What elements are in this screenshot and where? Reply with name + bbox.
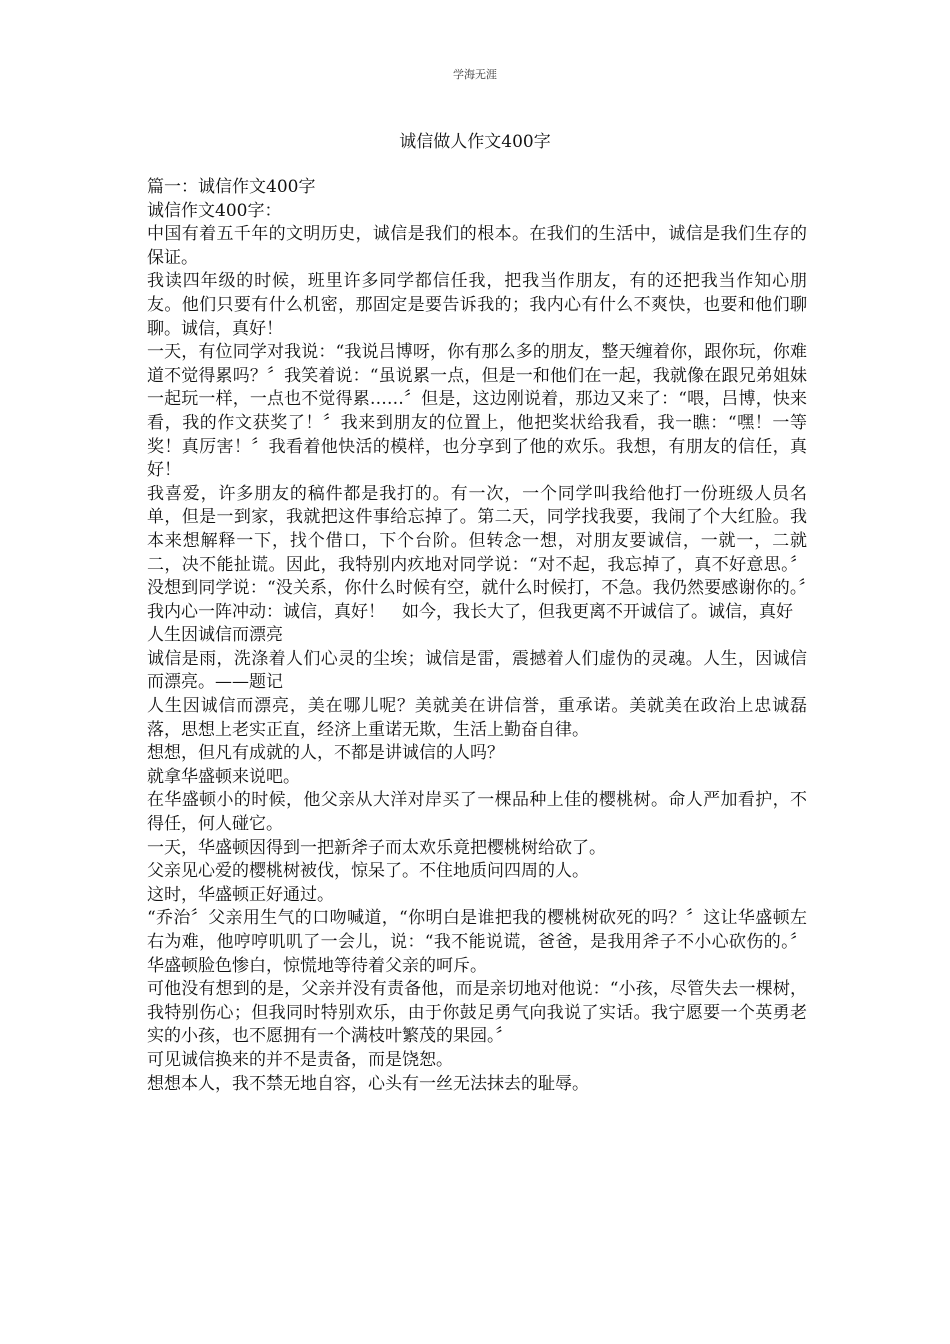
paragraph: 人生因诚信而漂亮，美在哪儿呢？美就美在讲信誉，重承诺。美就美在政治上忠诚磊落，思想上老实正直，经济上重诺无欺，生活上勤奋自律。: [147, 696, 807, 740]
paragraph: 父亲见心爱的樱桃树被伐，惊呆了。不住地质问四周的人。: [147, 861, 589, 882]
paragraph: 人生因诚信而漂亮: [147, 625, 283, 646]
paragraph: 一天，华盛顿因得到一把新斧子而太欢乐竟把樱桃树给砍了。: [147, 837, 606, 858]
page-header: 学海无涯: [453, 68, 497, 81]
document-body: [147, 176, 807, 1096]
paragraph: 中国有着五千年的文明历史，诚信是我们的根本。在我们的生活中，诚信是我们生存的保证。: [147, 224, 807, 268]
paragraph: 诚信是雨，洗涤着人们心灵的尘埃；诚信是雷，震撼着人们虚伪的灵魂。人生，因诚信而漂亮。——题记: [147, 648, 807, 693]
paragraph: “乔治〞父亲用生气的口吻喊道，“你明白是谁把我的樱桃树砍死的吗？〞这让华盛顿左右为难，他哼哼叽叽了一会儿，说：“我不能说谎，爸爸，是我用斧子不小心砍伤的。〞华盛顿脸色惨白，惊慌地等待着父亲的呵斥。: [147, 908, 807, 976]
paragraph: 诚信作文400字：: [147, 200, 282, 221]
paragraph: 可他没有想到的是，父亲并没有责备他，而是亲切地对他说：“小孩，尽管失去一棵树，我特别伤心；但我同时特别欢乐，由于你鼓足勇气向我说了实话。我宁愿要一个英勇老实的小孩，也不愿拥有一个满枝叶繁茂的果园。〞: [147, 979, 807, 1047]
paragraph: 想想，但凡有成就的人，不都是讲诚信的人吗？: [147, 743, 504, 764]
paragraph: 在华盛顿小的时候，他父亲从大洋对岸买了一棵品种上佳的樱桃树。命人严加看护，不得任，何人碰它。: [147, 790, 807, 835]
paragraph: 就拿华盛顿来说吧。: [147, 766, 300, 787]
paragraph: 可见诚信换来的并不是责备，而是饶恕。: [147, 1049, 453, 1070]
document-title: 诚信做人作文400字: [399, 132, 551, 152]
paragraph: 想想本人，我不禁无地自容，心头有一丝无法抹去的耻辱。: [147, 1073, 589, 1094]
paragraph: 篇一：诚信作文400字: [147, 177, 316, 197]
paragraph: 这时，华盛顿正好通过。: [147, 884, 334, 905]
paragraph: 我喜爱，许多朋友的稿件都是我打的。有一次，一个同学叫我给他打一份班级人员名单，但是一到家，我就把这件事给忘掉了。第二天，同学找我要，我闹了个大红脸。我本来想解释一下，找个借口，下个台阶。但转念一想，对朋友要诚信，一就一，二就二，决不能扯谎。因此，我特别内疚地对同学说：“对不起，我忘掉了，真不好意思。〞没想到同学说：“没关系，你什么时候有空，就什么时候打，不急。我仍然要感谢你的。〞我内心一阵冲动：诚信，真好！ 如今，我长大了，但我更离不开诚信了。诚信，真好: [147, 483, 807, 622]
paragraph: 一天，有位同学对我说：“我说吕博呀，你有那么多的朋友，整天缠着你，跟你玩，你难道不觉得累吗？〞我笑着说：“虽说累一点，但是一和他们在一起，我就像在跟兄弟姐妹一起玩一样，一点也不觉得累……〞但是，这边刚说着，那边又来了：“喂，吕博，快来看，我的作文获奖了！〞我来到朋友的位置上，他把奖状给我看，我一瞧：“嘿！一等奖！真厉害！〞我看着他快活的模样，也分享到了他的欢乐。我想，有朋友的信任，真好！: [147, 342, 807, 481]
paragraph: 我读四年级的时候，班里许多同学都信任我，把我当作朋友，有的还把我当作知心朋友。他们只要有什么机密，那固定是要告诉我的；我内心有什么不爽快，也要和他们聊聊。诚信，真好！: [147, 271, 807, 339]
